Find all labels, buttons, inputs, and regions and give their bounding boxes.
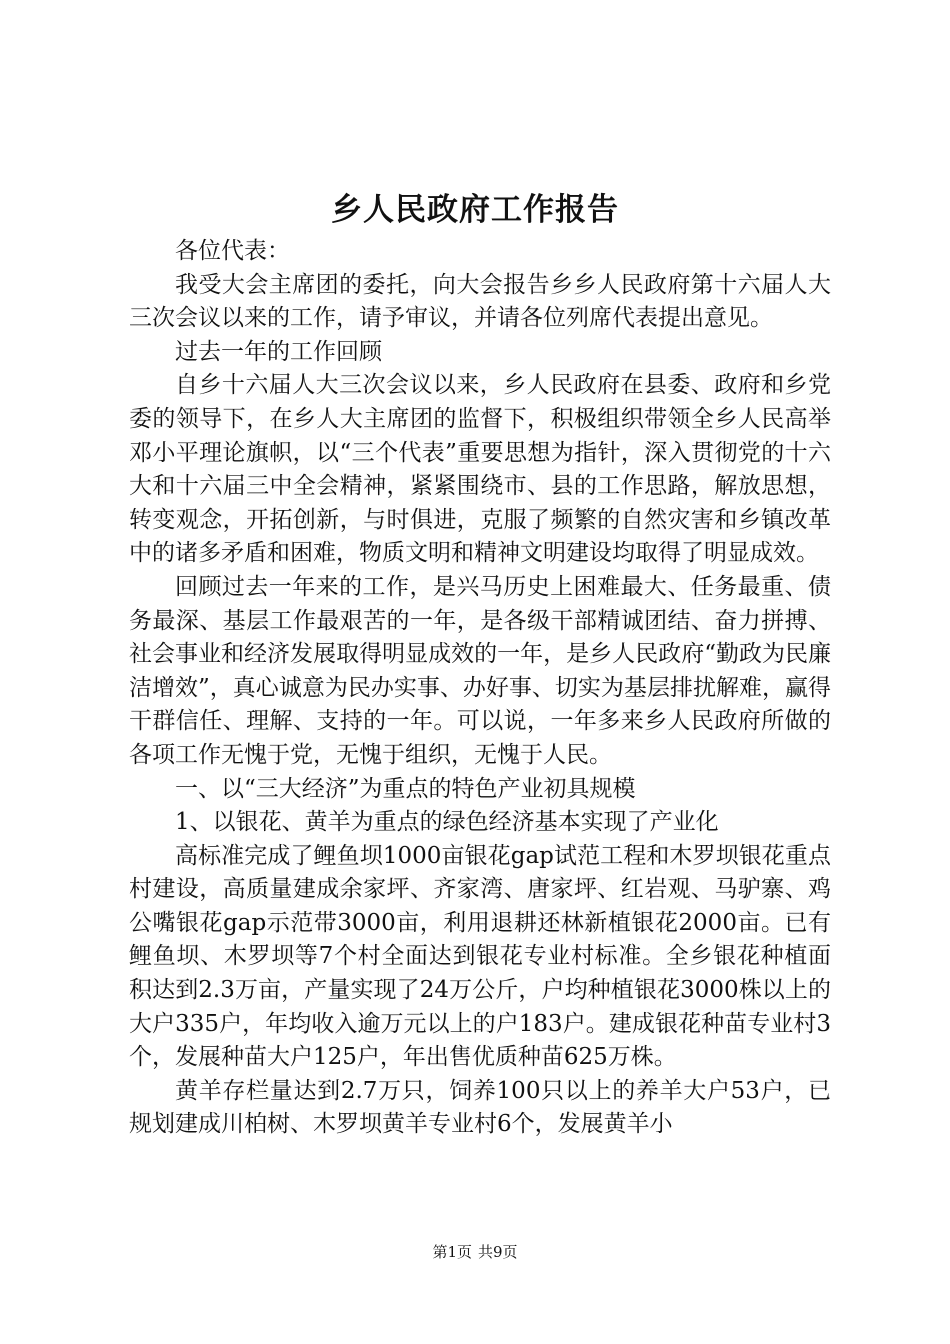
paragraph-review-summary: 回顾过去一年来的工作，是兴马历史上困难最大、任务最重、债务最深、基层工作最艰苦的一年，是各级干部精诚团结、奋力拼搏、社会事业和经济发展取得明显成效的一年，是乡人民政府“勤政为民廉洁增效”，真心诚意为民办实事、办好事、切实为基层排扰解难，赢得干群信任、理解、支持的一年。可以说，一年多来乡人民政府所做的各项工作无愧于党，无愧于组织，无愧于人民。 xyxy=(129,573,831,768)
page-footer xyxy=(0,1242,950,1262)
section-heading-review: 过去一年的工作回顾 xyxy=(175,338,382,365)
paragraph-intro: 我受大会主席团的委托，向大会报告乡乡人民政府第十六届人大三次会议以来的工作，请予审议，并请各位列席代表提出意见。 xyxy=(129,271,831,332)
document-body xyxy=(129,235,831,1142)
paragraph-review-overview: 自乡十六届人大三次会议以来，乡人民政府在县委、政府和乡党委的领导下，在乡人大主席团的监督下，积极组织带领全乡人民高举邓小平理论旗帜，以“三个代表”重要思想为指针，深入贯彻党的十六大和十六届三中全会精神，紧紧围绕市、县的工作思路，解放思想，转变观念，开拓创新，与时俱进，克服了频繁的自然灾害和乡镇改革中的诸多矛盾和困难，物质文明和精神文明建设均取得了明显成效。 xyxy=(129,372,831,567)
paragraph-goats: 黄羊存栏量达到2.7万只，饲养100只以上的养羊大户53户，已规划建成川柏树、木罗坝黄羊专业村6个，发展黄羊小 xyxy=(129,1077,831,1138)
section-heading-industry: 一、以“三大经济”为重点的特色产业初具规模 xyxy=(175,775,636,802)
subsection-heading-green-economy: 1、以银花、黄羊为重点的绿色经济基本实现了产业化 xyxy=(175,809,719,836)
paragraph-salutation: 各位代表： xyxy=(175,238,290,264)
document-title: 乡人民政府工作报告 xyxy=(331,192,619,228)
paragraph-honeysuckle: 高标准完成了鲤鱼坝1000亩银花gap试范工程和木罗坝银花重点村建设，高质量建成余家坪、齐家湾、唐家坪、红岩观、马驴寨、鸡公嘴银花gap示范带3000亩，利用退耕还林新植银花2000亩。已有鲤鱼坝、木罗坝等7个村全面达到银花专业村标准。全乡银花种植面积达到2.3万亩，产量实现了24万公斤，户均种植银花3000株以上的大户335户，年均收入逾万元以上的户183户。建成银花种苗专业村3个，发展种苗大户125户，年出售优质种苗625万株。 xyxy=(129,842,831,1071)
page-number: 第1页 xyxy=(432,1243,472,1261)
page-total: 共9页 xyxy=(478,1243,518,1261)
